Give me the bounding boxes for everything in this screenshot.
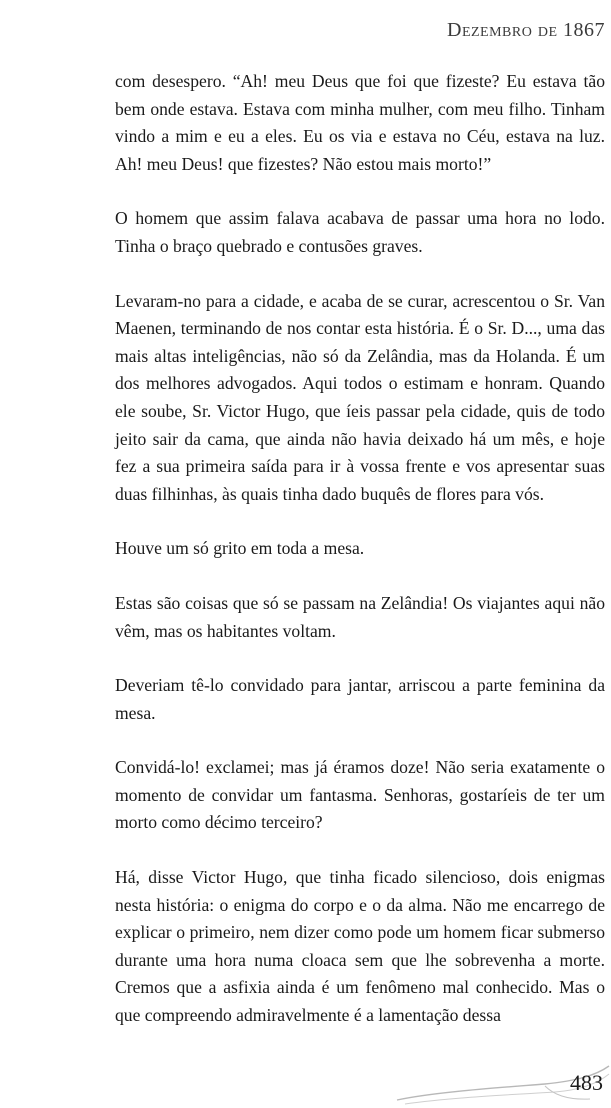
page-body xyxy=(115,68,605,1030)
paragraph: O homem que assim falava acabava de passar uma hora no lodo. Tinha o braço quebrado e contusões graves. xyxy=(115,208,605,256)
paragraph: Há, disse Victor Hugo, que tinha ficado silencioso, dois enigmas nesta história: o enigma do corpo e o da alma. Não me encarrego de explicar o primeiro, nem dizer como pode um homem ficar submerso durante uma hora numa cloaca sem que lhe sobrevenha a morte. Cremos que a asfixia ainda é um fenômeno mal conhecido. Mas o que compreendo admiravelmente é a lamentação dessa xyxy=(115,867,605,1026)
running-head: Dezembro de 1867 xyxy=(447,19,605,41)
paragraph: Levaram-no para a cidade, e acaba de se curar, acrescentou o Sr. Van Maenen, terminando de nos contar esta história. É o Sr. D..., uma das mais altas inteligências, não só da Zelândia, mas da Holanda. É um dos melhores advogados. Aqui todos o estimam e honram. Quando ele soube, Sr. Victor Hugo, que íeis passar pela cidade, quis de todo jeito sair da cama, que ainda não havia deixado há um mês, e hoje fez a sua primeira saída para ir à vossa frente e vos apresentar suas duas filhinhas, às quais tinha dado buquês de flores para vós. xyxy=(115,290,605,504)
paragraph: Convidá-lo! exclamei; mas já éramos doze! Não seria exatamente o momento de convidar um fantasma. Senhoras, gostaríeis de ter um morto como décimo terceiro? xyxy=(115,757,605,833)
page-number: 483 xyxy=(570,1070,603,1095)
paragraph: com desespero. “Ah! meu Deus que foi que fizeste? Eu estava tão bem onde estava. Estava com minha mulher, com meu filho. Tinham vindo a mim e eu a eles. Eu os via e estava no Céu, estava na luz. Ah! meu Deus! que fizestes? Não estou mais morto!” xyxy=(115,71,605,174)
paragraph: Estas são coisas que só se passam na Zelândia! Os viajantes aqui não vêm, mas os habitantes voltam. xyxy=(115,592,605,641)
paragraph: Deveriam tê-lo convidado para jantar, arriscou a parte feminina da mesa. xyxy=(115,675,605,723)
paragraph: Houve um só grito em toda a mesa. xyxy=(115,538,365,559)
